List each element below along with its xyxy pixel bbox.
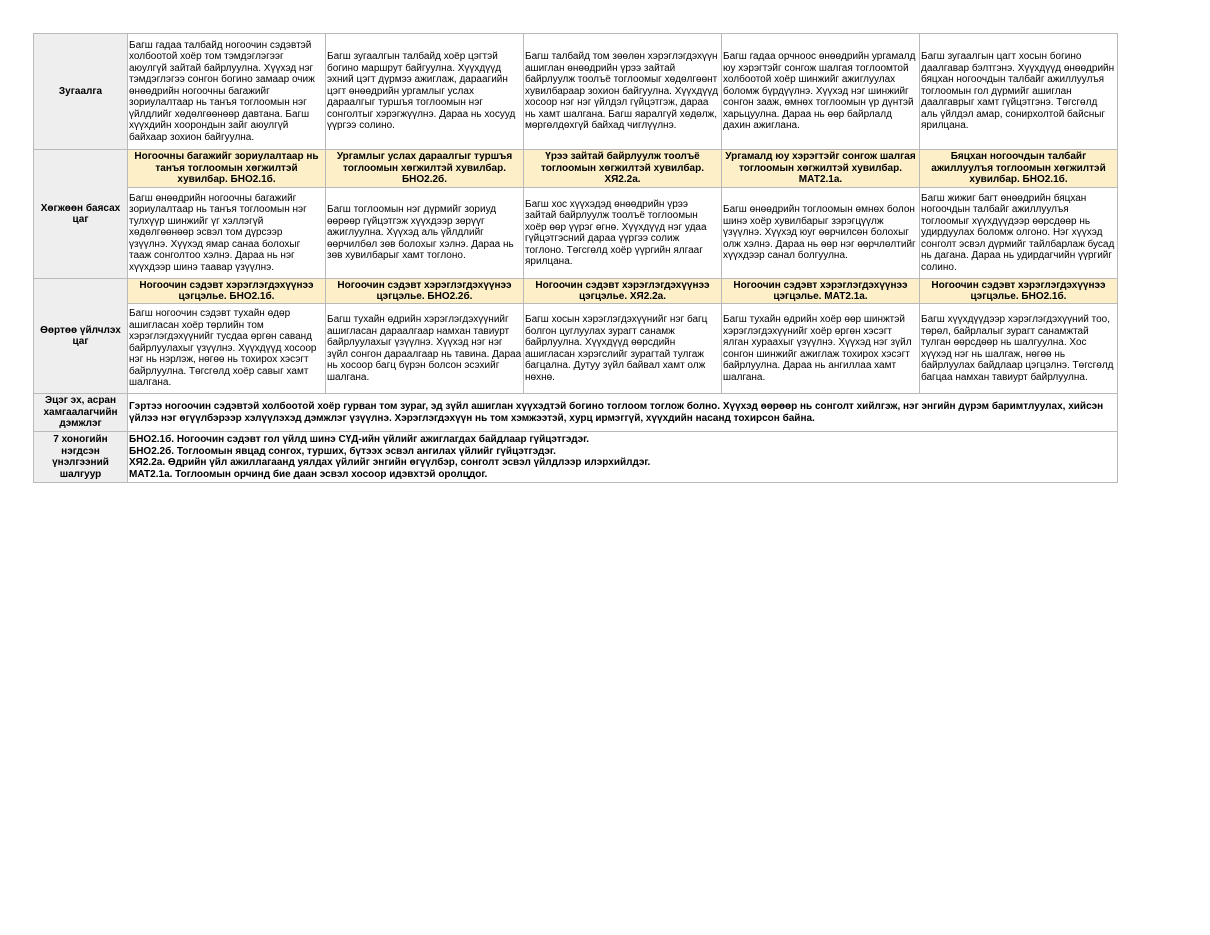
fun-cell-1: Багш өнөөдрийн ногоочны багажийг зориулалтаар нь танъя тоглоомын нэг тулхүүр шинжийг үг хэллэгүй хөдөлгөөнөөр эсвэл том дүрсээр үзүүлнэ. Хүүхэд ямар санаа болохыг тааж сонголтоо хэлнэ. Дараа нь нэг хүүхдээр шинэ таавар үзүүлнэ. [128, 188, 326, 279]
selfcare-theme-2: Ногоочин сэдэвт хэрэглэгдэхүүнээ цэгцэлье. БНО2.2б. [326, 279, 524, 304]
selfcare-theme-3: Ногоочин сэдэвт хэрэглэгдэхүүнээ цэгцэлье. ХЯ2.2а. [524, 279, 722, 304]
fun-cell-3: Багш хос хүүхэдэд өнөөдрийн үрээ зайтай байрлуулж тоолъё тоглоомын хоёр өөр үүрэг өгнө. Хүүхдүүд нэг удаа гүйцэтгэсний дараа үүргээ солиж тоглоно. Төгсгөлд хоёр үүргийн ялгааг ярилцана. [524, 188, 722, 279]
selfcare-cell-3: Багш хосын хэрэглэгдэхүүнийг нэг багц болгон цуглуулах зурагт санамж байрлуулна. Хүүхдүүд өөрсдийн ашигласан хэрэгслийг зурагтай тулгаж багцална. Дутуу зүйл байвал хамт олж нөхнө. [524, 304, 722, 394]
row-fun-themes [34, 150, 1118, 188]
row-label-parent-support: Эцэг эх, асран хамгаалагчийн дэмжлэг [34, 394, 128, 432]
walk-cell-1-text: Багш гадаа талбайд ногоочин сэдэвтэй холбоотой хоёр том тэмдэглэгээг аюулгүй зайтай байрлуулна. Хүүхэд нэг тэмдэглэгээ сонгон богино замаар очиж өнөөдрийн ногоочны багажийг зориулалтаар нь танъя тоглоомын нэг үйлдлийг хөдөлгөөнөөр давтана. Багш хүүхдийн хоорондын зайг аюулгүй байхаар зохион байгуулна. [129, 39, 315, 143]
parent-support-text: Гэртээ ногоочин сэдэвтэй холбоотой хоёр гурван том зураг, эд зүйл ашиглан хүүхэдтэй богино тоглоом тоглож болно. Хүүхэд өөрөөр нь сонголт хийлгэж, нэг энгийн дүрэм баримтлуулах, хийсэн үйлээ нэг өгүүлбэрээр хэлүүлэхэд дэмжлэг үзүүлнэ. Хэрэглэгдэхүүн нь том хэмжээтэй, хурц ирмэггүй, хүүхдийн насанд тохирсон байна. [128, 394, 1118, 432]
fun-theme-4: Ургамалд юу хэрэгтэйг сонгож шалгая тоглоомын хөгжилтэй хувилбар. МАТ2.1а. [722, 150, 920, 188]
row-label-walk: Зугаалга [34, 34, 128, 150]
selfcare-theme-5: Ногоочин сэдэвт хэрэглэгдэхүүнээ цэгцэлье. БНО2.1б. [920, 279, 1118, 304]
selfcare-theme-4: Ногоочин сэдэвт хэрэглэгдэхүүнээ цэгцэлье. МАТ2.1а. [722, 279, 920, 304]
selfcare-cell-5: Багш хүүхдүүдээр хэрэглэгдэхүүний тоо, төрөл, байрлалыг зурагт санамжтай тулган өөрсдөөр нь шалгуулна. Хос хүүхэд нэг нь шалгаж, нөгөө нь байрлуулах байдлаар цэгцэлнэ. Төгсгөлд багцаа намхан тавиурт байрлуулна. [920, 304, 1118, 394]
criterion-line: БНО2.1б. Ногоочин сэдэвт гол үйлд шинэ СҮД-ийн үйлийг ажиглагдах байдлаар гүйцэтгэдэг. [129, 434, 590, 445]
walk-cell-5-text: Багш зугаалгын цагт хосын богино даалгавар бэлтгэнэ. Хүүхдүүд өнөөдрийн бяцхан ногоочдын талбайг ажиллуулъя тоглоомын гол дүрмийг ашиглан даалгаврыг хамт гүйцэтгэнэ. Төгсгөлд аль үйлдэл амар, сонирхолтой байсныг ярилцана. [921, 51, 1115, 132]
row-walk [34, 34, 1118, 150]
walk-cell-4 [722, 34, 920, 150]
criterion-line: ХЯ2.2а. Өдрийн үйл ажиллагаанд уялдах үйлийг энгийн өгүүлбэр, сонголт эсвэл үйлдлээр илэрхийлдэг. [129, 457, 651, 468]
walk-cell-2 [326, 34, 524, 150]
criterion-line: БНО2.2б. Тоглоомын явцад сонгох, турших, бүтээх эсвэл ангилах үйлийг гүйцэтгэдэг. [129, 445, 556, 457]
row-selfcare [34, 304, 1118, 394]
row-parent-support [34, 394, 1118, 432]
selfcare-cell-2: Багш тухайн өдрийн хэрэглэгдэхүүнийг ашигласан дараалгаар намхан тавиурт байрлуулахыг үзүүлнэ. Хүүхэд нэг нэг зүйл сонгон дараалгаар нь тавина. Дараа нь хосоор багц бүрэн болсон эсэхийг шалгана. [326, 304, 524, 394]
row-fun [34, 188, 1118, 279]
weekly-plan-table [33, 33, 1118, 483]
row-label-fun: Хөгжөөн баясах цаг [34, 150, 128, 279]
walk-cell-3-text: Багш талбайд том зөөлөн хэрэглэгдэхүүн ашиглан өнөөдрийн үрээ зайтай байрлуулж тоолъё тоглоомыг хөдөлгөөнт хувилбараар зохион байгуулна. Хүүхдүүд хосоор нэг нэг үйлдэл гүйцэтгэж, дараа нь хамт шалгана. Багш яаралгүй хөдөлж, мөргөлдөхгүй байхад чиглүүлнэ. [525, 51, 719, 132]
assessment-criteria [128, 432, 1118, 483]
walk-cell-1 [128, 34, 326, 150]
fun-cell-5: Багш жижиг багт өнөөдрийн бяцхан ногоочдын талбайг ажиллуулъя тоглоомыг хүүхдүүдээр өөрсдөөр нь удирдуулах боломж олгоно. Нэг хүүхэд сонголт эсвэл дүрмийг тайлбарлаж бусад нь дагана. Дараа нь удирдагчийн үүргийг солино. [920, 188, 1118, 279]
row-label-selfcare: Өөртөө үйлчлэх цаг [34, 279, 128, 394]
walk-cell-5 [920, 34, 1118, 150]
walk-cell-4-text: Багш гадаа орчноос өнөөдрийн ургамалд юу хэрэгтэйг сонгож шалгая тоглоомтой холбоотой хоёр шинжийг ажиглуулах боломж бүрдүүлнэ. Хүүхэд нэг шинжийг сонгон зааж, өмнөх тоглоомын үр дүнтэй харьцуулна. Дараа нь өөр байрлалд дахин ажиглана. [723, 51, 916, 132]
fun-theme-5: Бяцхан ногоочдын талбайг ажиллуулъя тоглоомын хөгжилтэй хувилбар. БНО2.1б. [920, 150, 1118, 188]
fun-cell-2: Багш тоглоомын нэг дүрмийг зориуд өөрөөр гүйцэтгэж хүүхдээр зөрүүг ажиглуулна. Хүүхэд аль үйлдлийг өөрчилбөл зөв болохыг хэлнэ. Дараа нь зөв хувилбарыг хамт тоглоно. [326, 188, 524, 279]
walk-cell-2-text: Багш зугаалгын талбайд хоёр цэгтэй богино маршрут байгуулна. Хүүхдүүд эхний цэгт дүрмээ ажиглаж, дараагийн цэгт өнөөдрийн ургамлыг услах дараалгыг туршъя тоглоомын нэг сонголтыг хэрэгжүүлнэ. Дараа нь хосууд үүргээ солино. [327, 51, 516, 132]
criterion-line: МАТ2.1а. Тоглоомын орчинд бие даан эсвэл хосоор идэвхтэй оролцдог. [129, 468, 488, 480]
walk-cell-3 [524, 34, 722, 150]
row-label-assessment: 7 хоногийн нэгдсэн үнэлгээний шалгуур [34, 432, 128, 483]
fun-theme-1: Ногоочны багажийг зориулалтаар нь танъя тоглоомын хөгжилтэй хувилбар. БНО2.1б. [128, 150, 326, 188]
fun-theme-2: Ургамлыг услах дараалгыг туршъя тоглоомын хөгжилтэй хувилбар. БНО2.2б. [326, 150, 524, 188]
row-assessment [34, 432, 1118, 483]
row-selfcare-themes [34, 279, 1118, 304]
fun-cell-4: Багш өнөөдрийн тоглоомын өмнөх болон шинэ хоёр хувилбарыг зэрэгцүүлж үзүүлнэ. Хүүхэд юуг өөрчилсөн болохыг олж хэлнэ. Дараа нь өөр нэг өөрчлөлтийг хүүхдээр санал болгуулна. [722, 188, 920, 279]
selfcare-theme-1: Ногоочин сэдэвт хэрэглэгдэхүүнээ цэгцэлье. БНО2.1б. [128, 279, 326, 304]
selfcare-cell-1: Багш ногоочин сэдэвт тухайн өдөр ашигласан хоёр төрлийн том хэрэглэгдэхүүнийг тусдаа өргөн саванд байрлуулахыг үзүүлнэ. Хүүхдүүд хосоор нэг нь нэрлэж, нөгөө нь тохирох хэсэгт байрлуулна. Төгсгөлд хоёр савыг хамт шалгана. [128, 304, 326, 394]
fun-theme-3: Үрээ зайтай байрлуулж тоолъё тоглоомын хөгжилтэй хувилбар. ХЯ2.2а. [524, 150, 722, 188]
selfcare-cell-4: Багш тухайн өдрийн хоёр өөр шинжтэй хэрэглэгдэхүүнийг хоёр өргөн хэсэгт ялган хураахыг үзүүлнэ. Хүүхэд нэг зүйл сонгон шинжийг ажиглаж тохирох хэсэгт байрлуулна. Дараа нь ангиллаа хамт шалгана. [722, 304, 920, 394]
